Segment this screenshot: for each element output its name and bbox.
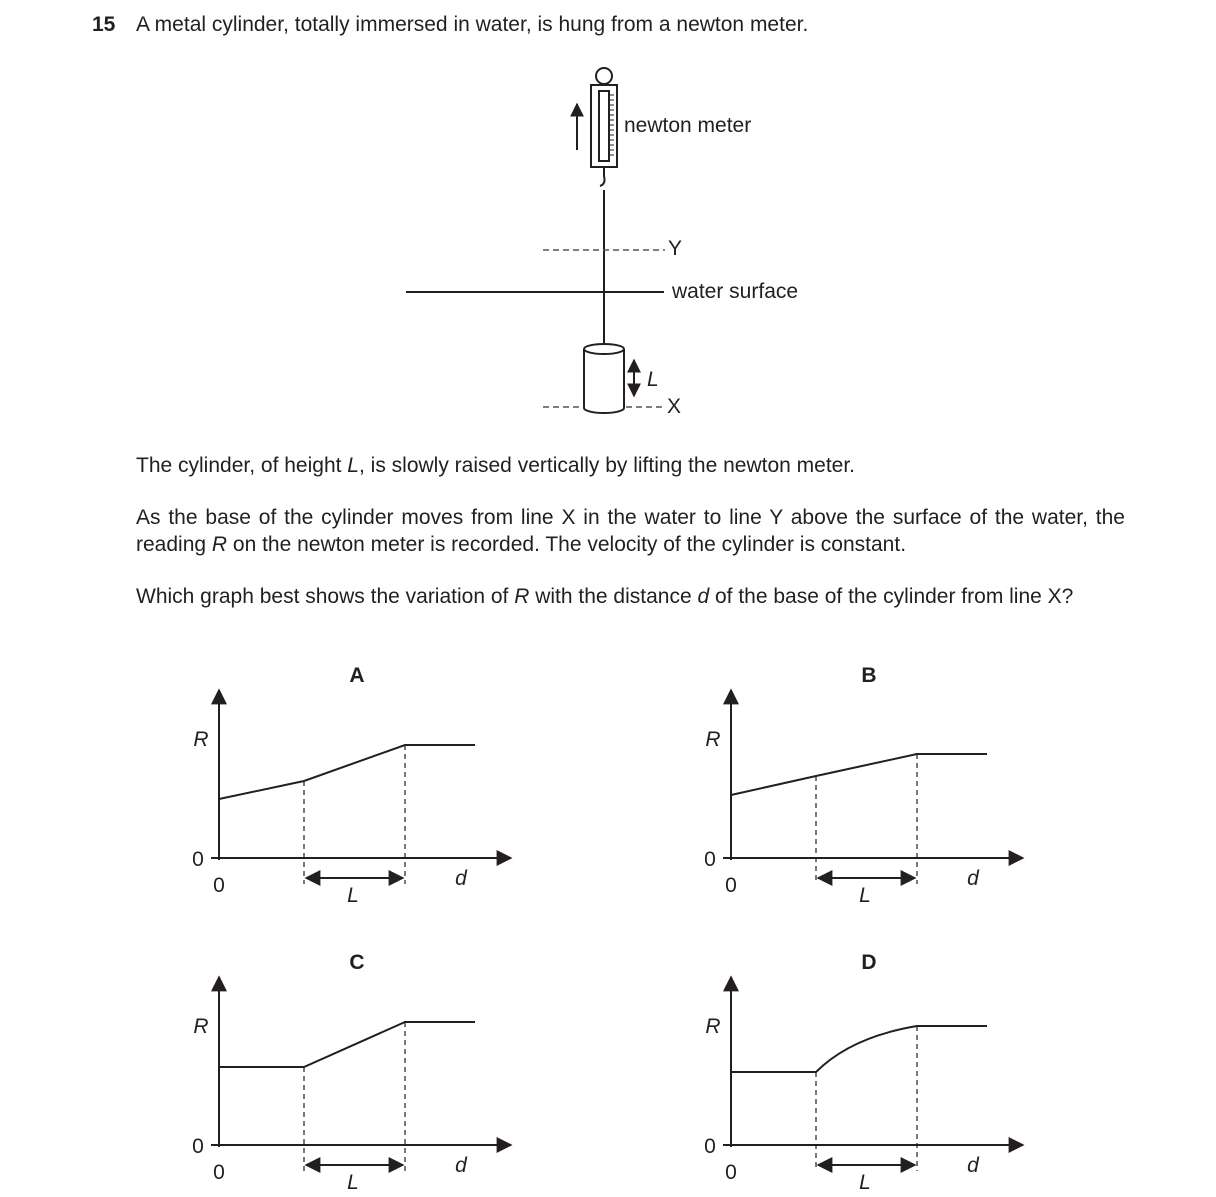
y-axis-label: R — [193, 728, 209, 751]
question-number: 15 — [92, 13, 116, 36]
origin-x-label: 0 — [213, 1161, 225, 1184]
x-axis-label: d — [967, 1154, 979, 1177]
x-axis-label: d — [455, 867, 467, 890]
graph-line — [219, 745, 475, 799]
x-axis-label: d — [967, 867, 979, 890]
origin-y-label: 0 — [704, 1135, 716, 1158]
paragraph-1: The cylinder, of height L, is slowly raised vertically by lifting the newton meter. — [136, 454, 856, 477]
water-surface-label: water surface — [672, 280, 799, 303]
newton-meter-label: newton meter — [624, 114, 752, 137]
graph-c-label: C — [349, 951, 365, 974]
span-label: L — [347, 1171, 359, 1194]
paragraph-2: As the base of the cylinder moves from line X in the water to line Y above the surface of the water, the reading R on the newton meter is recorded. The velocity of the cylinder is constant. — [136, 506, 1125, 556]
paragraph-3: Which graph best shows the variation of R with the distance d of the base of the cylinder from line X? — [136, 585, 1074, 608]
graph-line — [219, 1022, 475, 1067]
line-y-label: Y — [668, 237, 683, 260]
height-label: L — [647, 368, 659, 391]
y-axis-label: R — [705, 1015, 721, 1038]
graph-line — [731, 1026, 987, 1072]
y-axis-label: R — [705, 728, 721, 751]
graph-a-label: A — [349, 664, 365, 687]
origin-x-label: 0 — [213, 874, 225, 897]
question-intro: A metal cylinder, totally immersed in water, is hung from a newton meter. — [136, 13, 809, 36]
graph-b-label: B — [861, 664, 877, 687]
graph-line — [731, 754, 987, 795]
x-axis-label: d — [455, 1154, 467, 1177]
origin-x-label: 0 — [725, 1161, 737, 1184]
span-label: L — [347, 884, 359, 907]
graph-d-label: D — [861, 951, 877, 974]
origin-y-label: 0 — [704, 848, 716, 871]
line-x-label: X — [667, 395, 682, 418]
origin-x-label: 0 — [725, 874, 737, 897]
origin-y-label: 0 — [192, 1135, 204, 1158]
span-label: L — [859, 1171, 871, 1194]
y-axis-label: R — [193, 1015, 209, 1038]
origin-y-label: 0 — [192, 848, 204, 871]
span-label: L — [859, 884, 871, 907]
